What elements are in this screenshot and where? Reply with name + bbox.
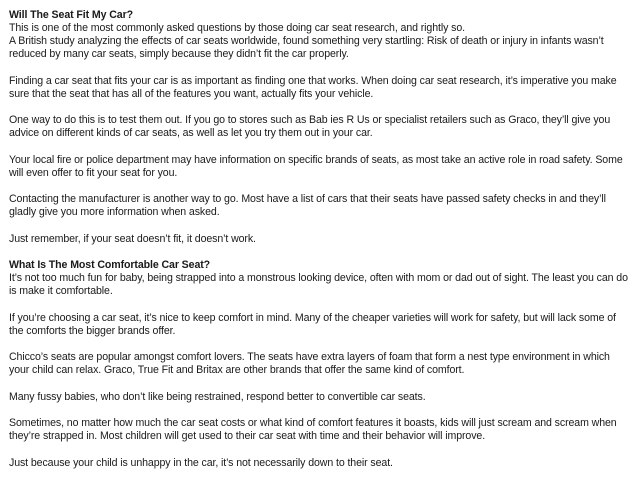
document-page xyxy=(9,9,631,483)
paragraph: Just because your child is unhappy in the car, it’s not necessarily down to their seat. xyxy=(9,456,393,469)
paragraph: If you’re choosing a car seat, it’s nice to keep comfort in mind. Many of the cheaper varieties will work for safety, but will lack some of the comforts the bigger brands offer. xyxy=(9,311,616,337)
paragraph: Your local fire or police department may have information on specific brands of seats, as most take an active role in road safety. Some will even offer to fit your seat for you. xyxy=(9,153,623,179)
section-heading: Will The Seat Fit My Car? xyxy=(9,9,133,21)
section-seat-fit xyxy=(9,9,631,246)
paragraph: One way to do this is to test them out. If you go to stores such as Bab ies R Us or specialist retailers such as Graco, they’ll give you advice on different kinds of car seats, as well as let you try them out in your car. xyxy=(9,114,611,139)
section-heading: What Is The Most Comfortable Car Seat? xyxy=(9,259,211,271)
section-comfort xyxy=(9,259,631,470)
paragraph: Finding a car seat that fits your car is as important as finding one that works. When doing car seat research, it’s imperative you make sure that the seat that has all of the features you want, actually fits your vehicle. xyxy=(9,74,617,100)
paragraph: This is one of the most commonly asked questions by those doing car seat research, and rightly so. xyxy=(9,22,465,34)
paragraph: Sometimes, no matter how much the car seat costs or what kind of comfort features it boasts, kids will just scream and scream when they’re strapped in. Most children will get used to their car seat with time and their behavior will improve. xyxy=(9,417,617,442)
paragraph: Contacting the manufacturer is another way to go. Most have a list of cars that their seats have passed safety checks in and they’ll gladly give you more information when asked. xyxy=(9,193,606,218)
paragraph: Many fussy babies, who don’t like being restrained, respond better to convertible car seats. xyxy=(9,390,426,403)
paragraph: Chicco’s seats are popular amongst comfort lovers. The seats have extra layers of foam that form a nest type environment in which your child can relax. Graco, True Fit and Britax are other brands that offer the same kind of comfort. xyxy=(9,351,610,376)
paragraph: A British study analyzing the effects of car seats worldwide, found something very startling: Risk of death or injury in infants wasn’t reduced by many car seats, simply because they didn’t fit the car properly. xyxy=(9,35,604,60)
paragraph: Just remember, if your seat doesn’t fit, it doesn’t work. xyxy=(9,232,256,245)
paragraph: It’s not too much fun for baby, being strapped into a monstrous looking device, often with mom or dad out of sight. The least you can do is make it comfortable. xyxy=(9,272,628,297)
